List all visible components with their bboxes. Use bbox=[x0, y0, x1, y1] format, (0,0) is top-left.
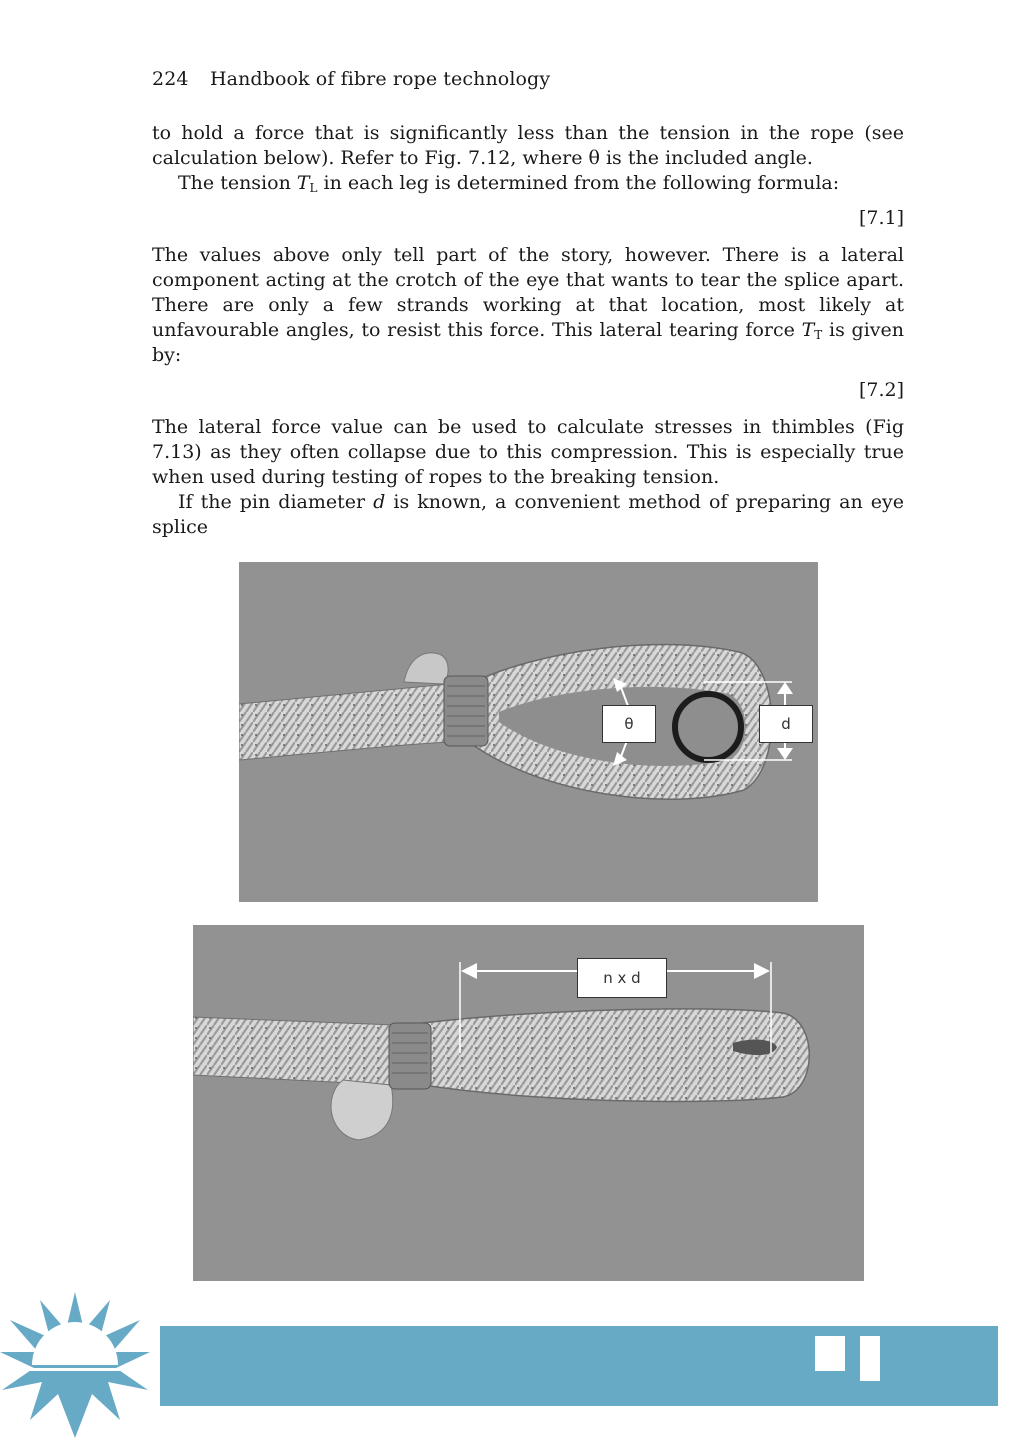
equation-number-7-2: [7.2] bbox=[858, 379, 904, 401]
running-head bbox=[152, 68, 550, 90]
book-title: Handbook of fibre rope technology bbox=[210, 68, 551, 90]
label-d: d bbox=[759, 705, 813, 743]
label-n-x-d: n x d bbox=[577, 958, 667, 998]
page-number: 224 bbox=[152, 68, 189, 90]
equation-number-7-1: [7.1] bbox=[858, 207, 904, 229]
paragraph-2: The tension $T_L$ in each leg is determined from the following formula: bbox=[178, 172, 840, 195]
photo-eye-splice-length-art bbox=[193, 925, 864, 1281]
body-text bbox=[152, 121, 904, 540]
photo-eye-splice-length bbox=[193, 925, 864, 1281]
label-theta: θ bbox=[602, 705, 656, 743]
footer-banner bbox=[160, 1326, 998, 1406]
paragraph-3: The values above only tell part of the story, however. There is a lateral component acting at the crotch of the eye that wants to tear the splice apart. There are only a few strands working at that location, most likely at unfavourable angles, to resist this force. This lateral tearing force $T_T$ is given by: bbox=[152, 244, 904, 366]
photo-eye-splice-ring-art bbox=[239, 562, 818, 902]
paragraph-1: to hold a force that is significantly less than the tension in the rope (see calculation below). Refer to Fig. 7.12, where θ is the included angle. bbox=[152, 122, 904, 169]
paragraph-4: The lateral force value can be used to calculate stresses in thimbles (Fig 7.13) as they often collapse due to this compression. This is especially true when used during testing of ropes to the breaking tension. bbox=[152, 416, 904, 488]
sunburst-logo bbox=[0, 1290, 150, 1440]
photo-eye-splice-ring bbox=[239, 562, 818, 902]
paragraph-5: If the pin diameter d is known, a convenient method of preparing an eye splice bbox=[152, 491, 904, 538]
